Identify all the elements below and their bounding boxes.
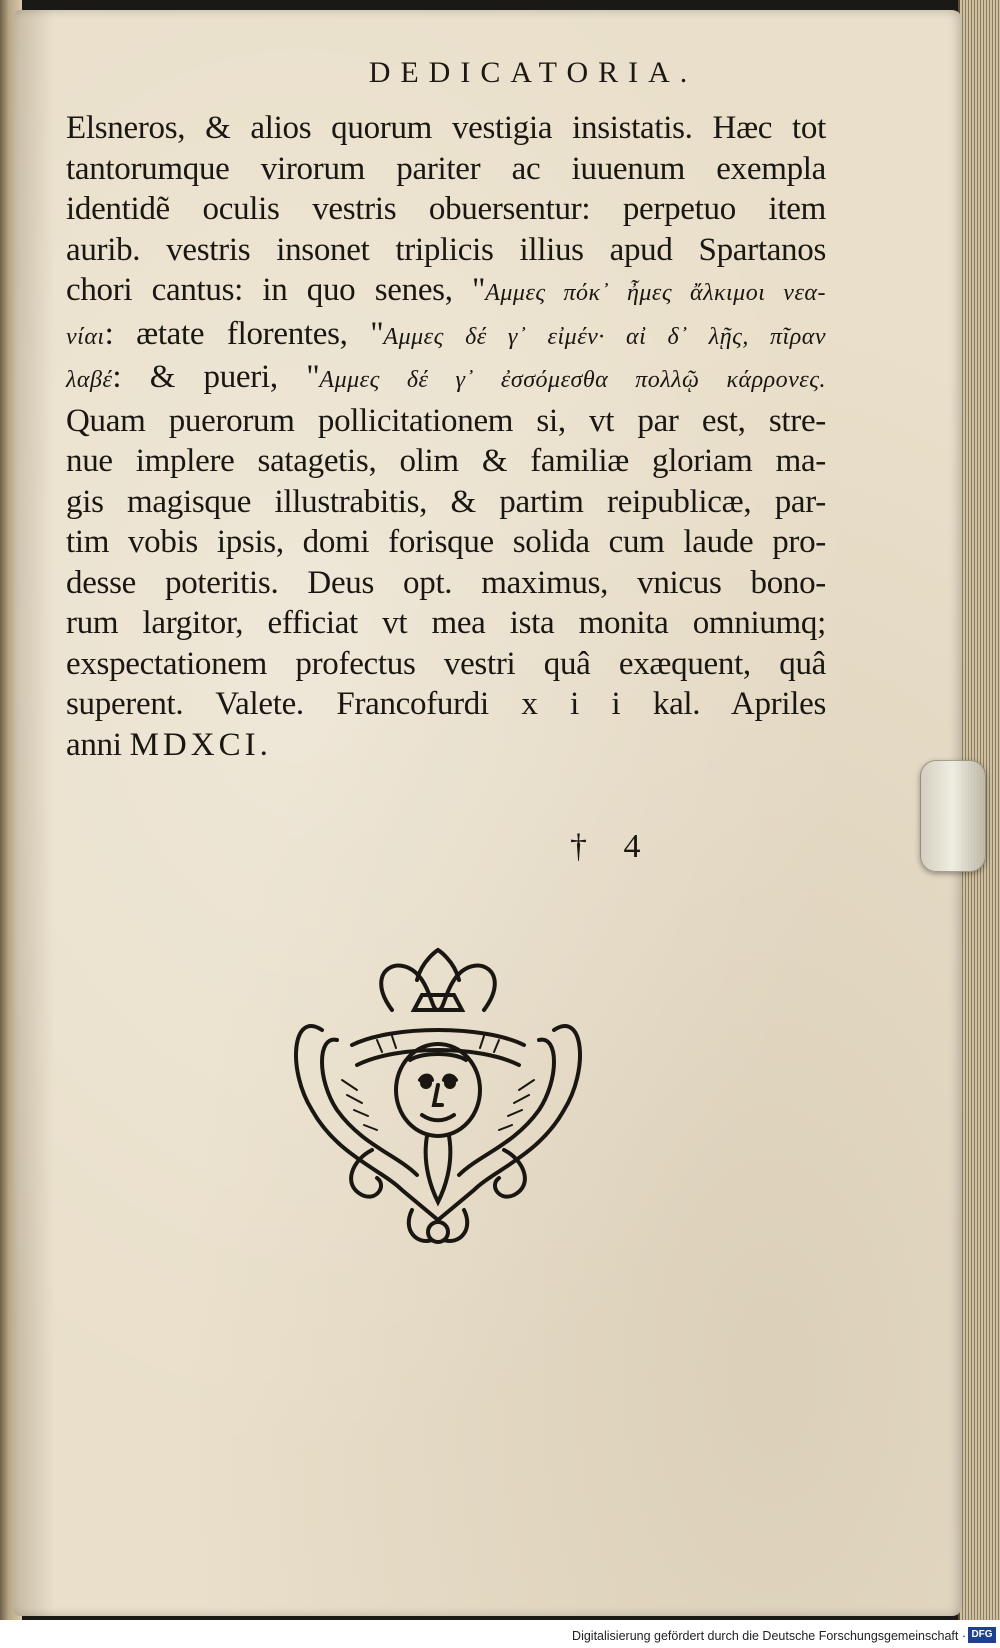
text-line-greek: chori cantus: in quo senes, "Αμμες πόκ᾽ ἦμες ἄλκιμοι νεα-	[66, 272, 826, 308]
text-line: Elsneros, & alios quorum vestigia insistatis. Hæc tot	[66, 110, 826, 146]
page-clip	[920, 760, 986, 872]
text-line: aurib. vestris insonet triplicis illius apud Spartanos	[66, 231, 826, 268]
text-line: Quam puerorum pollicitationem si, vt par est, stre-	[66, 402, 826, 439]
text-line: desse poteritis. Deus opt. maximus, vnicus bono-	[66, 564, 826, 601]
text-line: identidẽ oculis vestris obuersentur: perpetuo item	[66, 191, 826, 227]
text-line: exspectationem profectus vestri quâ exæquent, quâ	[66, 645, 826, 682]
text-line: rum largitor, efficiat vt mea ista monita omniumq;	[66, 605, 826, 641]
text-line: superent. Valete. Francofurdi x i i kal. Apriles	[66, 686, 826, 722]
running-head: DEDICATORIA.	[368, 56, 698, 89]
signature-mark: † 4	[570, 828, 655, 865]
text-line: tim vobis ipsis, domi forisque solida cum laude pro-	[66, 524, 826, 560]
footer-bar	[0, 1620, 1000, 1648]
footer-credit: Digitalisierung gefördert durch die Deutsche Forschungsgemeinschaft ·	[572, 1629, 966, 1643]
page-sheet	[14, 10, 962, 1616]
date-line	[66, 725, 826, 766]
dedication-text	[66, 108, 826, 765]
year-prefix: anni	[66, 726, 122, 763]
dfg-logo-icon: DFG	[968, 1627, 996, 1643]
text-line: gis magisque illustrabitis, & partim reipublicæ, par-	[66, 483, 826, 520]
grotesque-mask-ornament-icon	[282, 940, 594, 1256]
text-line: nue implere satagetis, olim & familiæ gloriam ma-	[66, 443, 826, 479]
year-roman: MDXCI.	[129, 726, 272, 763]
text-line: tantorumque virorum pariter ac iuuenum exempla	[66, 150, 826, 187]
text-line-greek: νίαι: ætate florentes, "Αμμες δέ γ᾽ εἰμέν· αἰ δ᾽ λῇς, πῖραν	[66, 315, 826, 352]
text-line-greek: λαβέ: & pueri, "Αμμες δέ γ᾽ ἐσσόμεσθα πολλῷ κάρρονες.	[66, 359, 826, 395]
